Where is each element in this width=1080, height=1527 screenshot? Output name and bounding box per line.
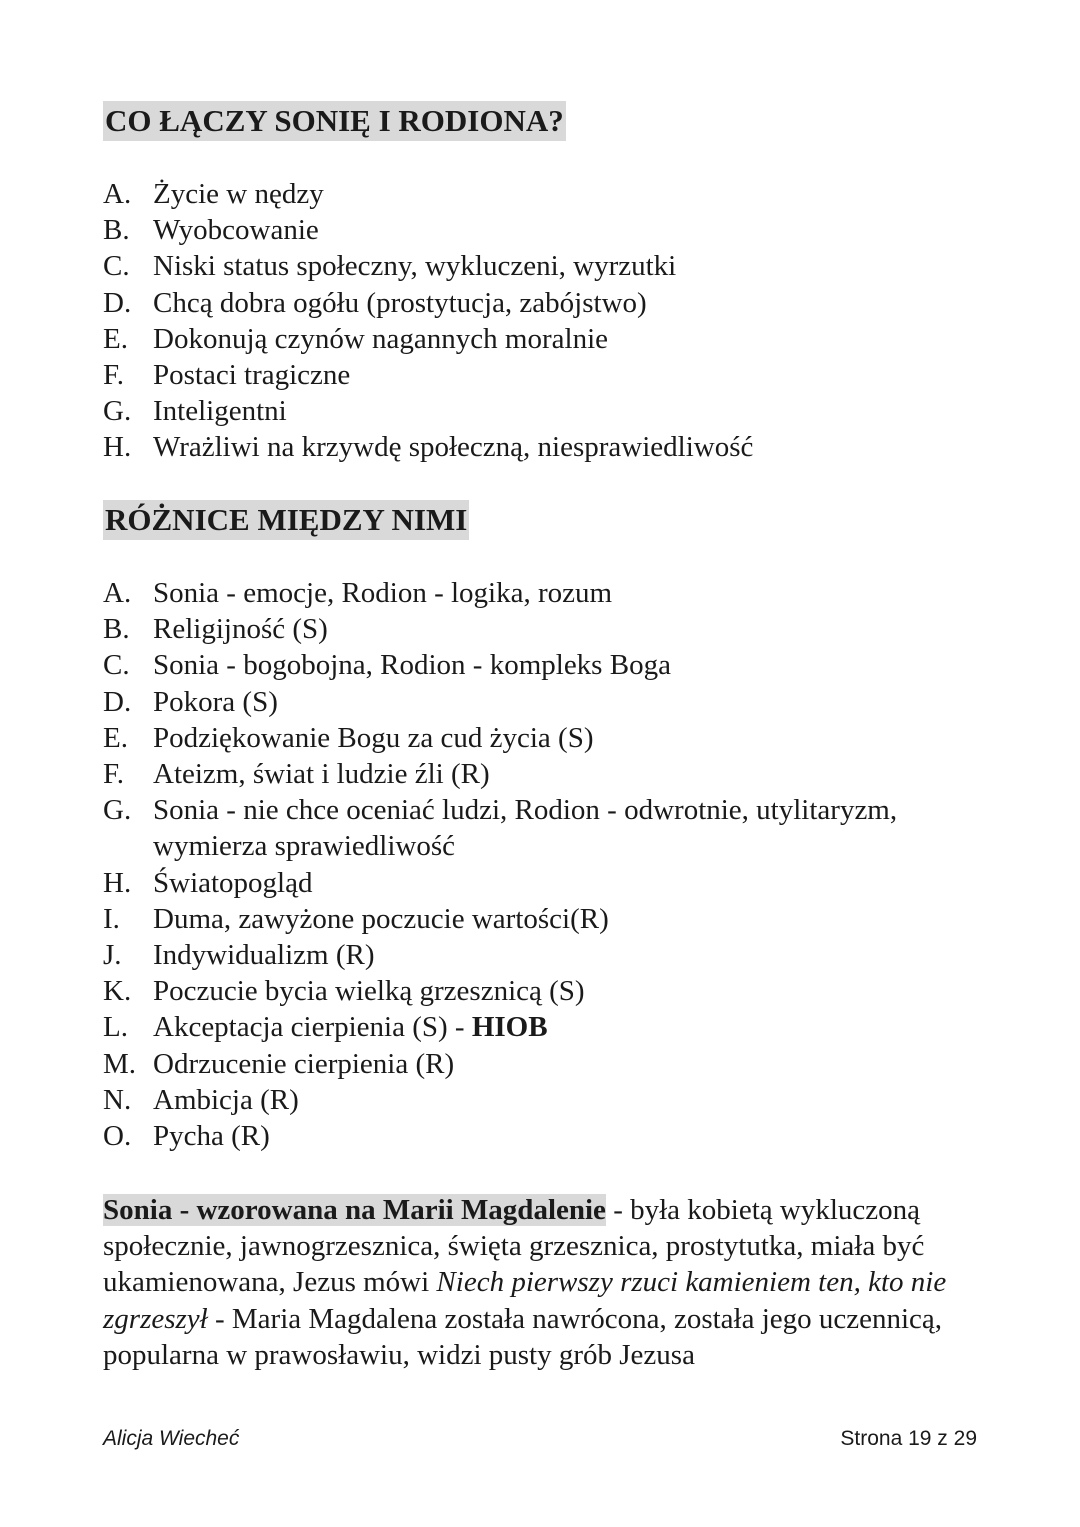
- list-item-text: Postaci tragiczne: [153, 359, 351, 392]
- list-item-text: Wyobcowanie: [153, 214, 319, 247]
- list-item-letter: E.: [103, 322, 128, 355]
- list-item-text: Ambicja (R): [153, 1083, 299, 1116]
- list-item-letter: D.: [103, 286, 132, 319]
- list-item-letter: A.: [103, 178, 132, 210]
- list-item-text: Chcą dobra ogółu (prostytucja, zabójstwo): [153, 286, 647, 319]
- list-item-letter: H.: [103, 431, 132, 464]
- list-item-text: Wrażliwi na krzywdę społeczną, niesprawiedliwość: [153, 431, 754, 464]
- list-item-letter: G.: [103, 794, 132, 827]
- similarities-list: [103, 176, 983, 466]
- list-item-text: Dokonują czynów nagannych moralnie: [153, 322, 608, 355]
- list-item: [103, 1082, 983, 1118]
- list-item-text: Podziękowanie Bogu za cud życia (S): [153, 721, 594, 754]
- list-item-letter: I.: [103, 902, 120, 935]
- list-item-text: Pycha (R): [153, 1120, 270, 1153]
- list-item: [103, 647, 983, 683]
- list-item-text: Duma, zawyżone poczucie wartości(R): [153, 902, 609, 935]
- list-item: [103, 684, 983, 720]
- list-item-text: Sonia - nie chce oceniać ludzi, Rodion - odwrotnie, utylitaryzm, wymierza sprawiedliwość: [153, 794, 898, 863]
- list-item: [103, 357, 983, 393]
- list-item: [103, 285, 983, 321]
- list-item: [103, 792, 983, 864]
- list-item: [103, 865, 983, 901]
- list-item-letter: F.: [103, 758, 125, 791]
- list-item-text: Niski status społeczny, wykluczeni, wyrzutki: [153, 250, 677, 283]
- section-heading-similarities: CO ŁĄCZY SONIĘ I RODIONA?: [103, 101, 566, 141]
- list-item: [103, 720, 983, 756]
- paragraph-text-1: - była kobietą wykluczoną społecznie, jawnogrzesznica, święta grzesznica, prostytutka, miała być ukamienowana, Jezus mówi: [103, 1194, 925, 1299]
- list-item-text: Religijność (S): [153, 613, 328, 646]
- list-item-letter: J.: [103, 939, 122, 972]
- list-item-letter: C.: [103, 250, 130, 283]
- list-item: [103, 429, 983, 465]
- paragraph-highlight: Sonia - wzorowana na Marii Magdalenie: [103, 1194, 606, 1226]
- list-item: [103, 575, 983, 611]
- list-item-text: Poczucie bycia wielką grzesznicą (S): [153, 975, 585, 1008]
- list-item-letter: H.: [103, 866, 132, 899]
- list-item: [103, 1009, 983, 1045]
- list-item-text: Ateizm, świat i ludzie źli (R): [153, 758, 490, 791]
- list-item-letter: M.: [103, 1047, 137, 1080]
- sonia-paragraph: [103, 1192, 983, 1373]
- list-item-text: [153, 1009, 983, 1045]
- list-item-letter: O.: [103, 1120, 132, 1153]
- list-item: [103, 248, 983, 284]
- list-item-text: Sonia - bogobojna, Rodion - kompleks Boga: [153, 649, 671, 682]
- list-item-text: Indywidualizm (R): [153, 939, 375, 972]
- list-item: [103, 937, 983, 973]
- footer-author: Alicja Wiecheć: [103, 1427, 240, 1450]
- list-item: [103, 611, 983, 647]
- list-item-text: Pokora (S): [153, 685, 278, 718]
- section-heading-differences: RÓŻNICE MIĘDZY NIMI: [103, 500, 469, 540]
- list-item: [103, 756, 983, 792]
- list-item: [103, 321, 983, 357]
- paragraph-text-2: - Maria Magdalena została nawrócona, została jego uczennicą, popularna w prawosławiu, widzi pusty grób Jezusa: [103, 1302, 943, 1371]
- list-item: [103, 973, 983, 1009]
- list-item-text-bold: HIOB: [471, 1011, 548, 1044]
- list-item-letter: F.: [103, 359, 125, 392]
- list-item-letter: E.: [103, 721, 128, 754]
- list-item-text-plain: Akceptacja cierpienia (S) -: [153, 1011, 472, 1044]
- list-item: [103, 176, 983, 212]
- list-item-letter: B.: [103, 613, 130, 646]
- list-item: [103, 1118, 983, 1154]
- list-item-letter: N.: [103, 1083, 132, 1116]
- list-item-text: Życie w nędzy: [153, 178, 324, 210]
- list-item-letter: D.: [103, 685, 132, 718]
- list-item: [103, 1046, 983, 1082]
- list-item: [103, 901, 983, 937]
- footer-page-number: Strona 19 z 29: [840, 1427, 977, 1450]
- list-item-text: Sonia - emocje, Rodion - logika, rozum: [153, 577, 613, 609]
- list-item-letter: A.: [103, 577, 132, 609]
- list-item-letter: K.: [103, 975, 132, 1008]
- list-item: [103, 212, 983, 248]
- list-item-letter: B.: [103, 214, 130, 247]
- list-item-text: Inteligentni: [153, 395, 287, 428]
- differences-list: [103, 575, 983, 1154]
- list-item-letter: G.: [103, 395, 132, 428]
- list-item-letter: C.: [103, 649, 130, 682]
- list-item-letter: L.: [103, 1011, 128, 1044]
- paragraph-quote: Niech pierwszy rzuci kamieniem ten, kto nie zgrzeszył: [103, 1266, 947, 1335]
- list-item-text: Odrzucenie cierpienia (R): [153, 1047, 455, 1080]
- list-item: [103, 393, 983, 429]
- list-item-text: Światopogląd: [153, 866, 313, 899]
